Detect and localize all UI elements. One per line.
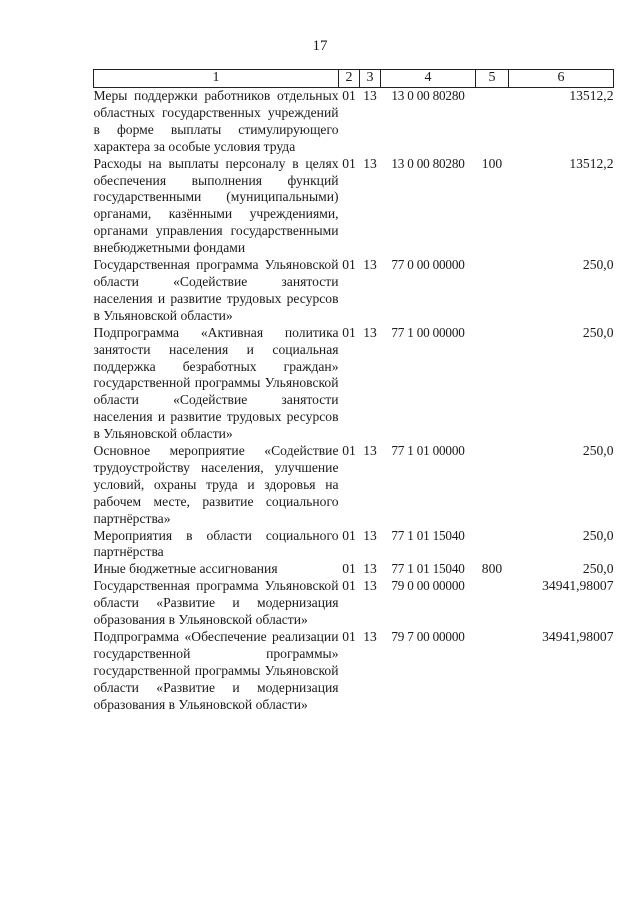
row-expense-type: [476, 88, 509, 156]
row-name: Расходы на выплаты персоналу в целях обеспечения выполнения функций государственными (муниципальными) органами, казёнными учреждениями, органами управления государственными внебюджетными фондами: [93, 155, 339, 256]
table-row: [94, 629, 614, 714]
column-header-1: 1: [94, 70, 339, 88]
table-row: [94, 325, 614, 443]
row-target-article: 77 1 00 00000: [391, 324, 465, 340]
row-name: Мероприятия в области социального партнёрства: [93, 527, 339, 560]
row-subsection: 13: [363, 578, 377, 594]
row-target-article: 79 0 00 00000: [391, 578, 465, 594]
row-subsection: 13: [363, 155, 377, 171]
row-amount: 250,0: [582, 527, 614, 543]
row-subsection: 13: [363, 561, 377, 577]
row-expense-type: [476, 325, 509, 443]
row-name: Основное мероприятие «Содействие трудоустройству населения, улучшение условий, охраны труда и здоровья на рабочем месте, развитие социального партнёрства»: [93, 443, 339, 526]
row-amount: 250,0: [582, 324, 614, 340]
row-subsection: 13: [363, 324, 377, 340]
row-amount: 250,0: [582, 561, 614, 577]
column-header-4: 4: [381, 70, 476, 88]
row-section: 01: [342, 443, 356, 459]
row-amount: 34941,98007: [542, 578, 614, 594]
row-section: 01: [342, 578, 356, 594]
table-row: [94, 257, 614, 325]
row-target-article: 13 0 00 80280: [391, 155, 465, 171]
row-subsection: 13: [363, 443, 377, 459]
table-row: [94, 443, 614, 528]
table-row: [94, 561, 614, 578]
row-name: Государственная программа Ульяновской области «Содействие занятости населения и развитие трудовых ресурсов в Ульяновской области»: [93, 257, 339, 323]
row-section: 01: [342, 88, 356, 103]
row-name: Государственная программа Ульяновской области «Развитие и модернизация образования в Ульяновской области»: [93, 578, 339, 628]
row-target-article: 77 1 01 00000: [391, 443, 465, 459]
row-amount: 13512,2: [569, 88, 614, 103]
column-header-6: 6: [509, 70, 614, 88]
row-target-article: 77 1 01 15040: [391, 527, 465, 543]
row-expense-type: [476, 257, 509, 325]
column-header-2: 2: [339, 70, 360, 88]
row-expense-type: [476, 443, 509, 528]
row-section: 01: [342, 527, 356, 543]
table-row: [94, 578, 614, 629]
row-section: 01: [342, 257, 356, 273]
row-name: Меры поддержки работников отдельных областных государственных учреждений в форме выплаты стимулирующего характера за особые условия труда: [93, 88, 339, 154]
row-subsection: 13: [363, 88, 377, 103]
row-target-article: 13 0 00 80280: [391, 88, 465, 103]
page-number: 17: [312, 38, 328, 54]
row-amount: 13512,2: [569, 155, 614, 171]
row-expense-type: [476, 528, 509, 562]
row-name: Подпрограмма «Активная политика занятости населения и социальная поддержка безработных граждан» государственной программы Ульяновской области «Содействие занятости населения и развитие трудовых ресурсов в Ульяновской области»: [93, 324, 339, 442]
row-amount: 250,0: [582, 257, 614, 273]
row-expense-type: [476, 578, 509, 629]
row-subsection: 13: [363, 629, 377, 644]
table-row: [94, 88, 614, 156]
row-target-article: 77 1 01 15040: [391, 561, 465, 577]
row-expense-type: 800: [481, 561, 503, 577]
row-subsection: 13: [363, 257, 377, 273]
row-subsection: 13: [363, 527, 377, 543]
column-header-3: 3: [360, 70, 381, 88]
table-row: [94, 156, 614, 257]
row-expense-type: 100: [481, 155, 503, 171]
row-name: Иные бюджетные ассигнования: [93, 561, 278, 577]
header-row: [94, 70, 614, 88]
row-section: 01: [342, 324, 356, 340]
row-section: 01: [342, 629, 356, 644]
row-expense-type: [476, 629, 509, 714]
row-section: 01: [342, 561, 356, 577]
table-row: [94, 528, 614, 562]
row-amount: 250,0: [582, 443, 614, 459]
row-name: Подпрограмма «Обеспечение реализации государственной программы» государственной программы Ульяновской области «Развитие и модернизация образования в Ульяновской области»: [93, 629, 339, 712]
row-target-article: 79 7 00 00000: [391, 629, 465, 644]
row-section: 01: [342, 155, 356, 171]
budget-table: [93, 69, 614, 714]
row-target-article: 77 0 00 00000: [391, 257, 465, 273]
row-amount: 34941,98007: [542, 629, 614, 644]
column-header-5: 5: [476, 70, 509, 88]
